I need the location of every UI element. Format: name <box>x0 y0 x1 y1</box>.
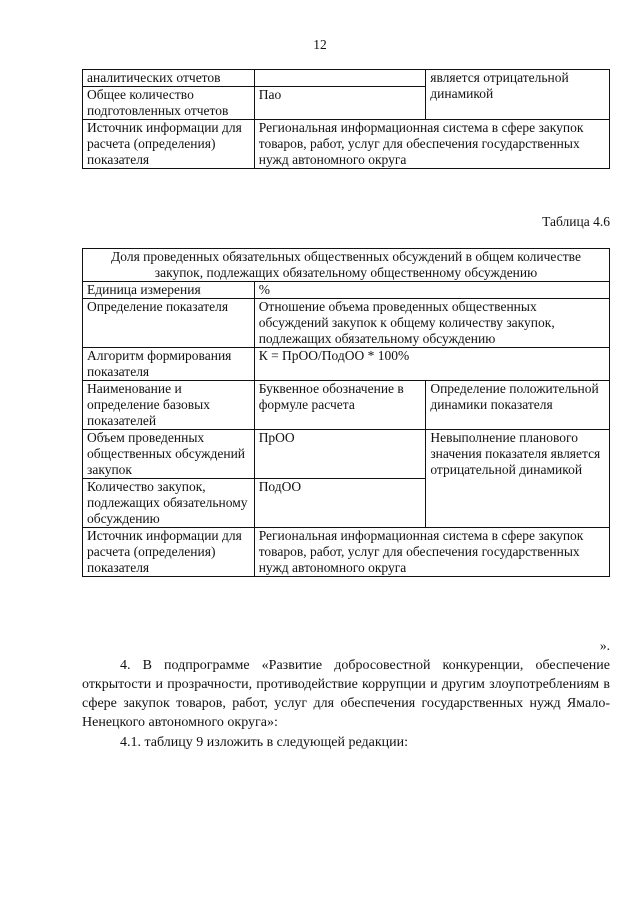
table-cell: Определение показателя <box>83 299 255 348</box>
table-cell: Региональная информационная система в сфере закупок товаров, работ, услуг для обеспечения государственных нужд автономного округа <box>254 528 609 577</box>
table-cell: Источник информации для расчета (определения) показателя <box>83 120 255 169</box>
indicator-title: Доля проведенных обязательных общественных обсуждений в общем количестве закупок, подлежащих обязательному общественному обсуждению <box>83 249 610 282</box>
table-row <box>83 299 610 348</box>
table-cell: Пао <box>254 87 426 120</box>
table-cell <box>254 70 426 87</box>
table-cell: Региональная информационная система в сфере закупок товаров, работ, услуг для обеспечения государственных нужд автономного округа <box>254 120 609 169</box>
table-cell: Единица измерения <box>83 282 255 299</box>
table-row <box>83 120 610 169</box>
table-cell: Источник информации для расчета (определения) показателя <box>83 528 255 577</box>
table-row <box>83 348 610 381</box>
table-cell: Алгоритм формирования показателя <box>83 348 255 381</box>
dynamics-cell: Невыполнение планового значения показателя является отрицательной динамикой <box>426 430 610 528</box>
table-cell: Количество закупок, подлежащих обязательному обсуждению <box>83 479 255 528</box>
indicator-table <box>82 248 610 577</box>
table-cell: Буквенное обозначение в формуле расчета <box>254 381 426 430</box>
table-row <box>83 430 610 479</box>
table-cell: ПодОО <box>254 479 426 528</box>
table-row <box>83 249 610 282</box>
paragraph-4-1: 4.1. таблицу 9 изложить в следующей редакции: <box>120 735 409 750</box>
table-cell: Определение положительной динамики показателя <box>426 381 610 430</box>
page-number: 12 <box>313 37 327 52</box>
table-cell: % <box>254 282 609 299</box>
formula-cell: К = ПрОО/ПодОО * 100% <box>254 348 609 381</box>
closing-quote: ». <box>599 638 610 653</box>
table-cell: Объем проведенных общественных обсуждений закупок <box>83 430 255 479</box>
table-caption: Таблица 4.6 <box>542 214 610 229</box>
table-cell: Отношение объема проведенных общественных обсуждений закупок к общему количеству закупок, подлежащих обязательному обсуждению <box>254 299 609 348</box>
table-row <box>83 70 610 87</box>
table-row <box>83 528 610 577</box>
table-continuation <box>82 69 610 169</box>
table-row <box>83 282 610 299</box>
table-cell: аналитических отчетов <box>83 70 255 87</box>
table-cell: ПрОО <box>254 430 426 479</box>
table-cell: Общее количество подготовленных отчетов <box>83 87 255 120</box>
paragraph-4: 4. В подпрограмме «Развитие добросовестной конкуренции, обеспечение открытости и прозрачности, противодействие коррупции и другим злоупотреблениям в сфере закупок товаров, работ, услуг для обеспечения государственных нужд Ямало-Ненецкого автономного округа»: <box>82 658 610 730</box>
table-cell: Наименование и определение базовых показателей <box>83 381 255 430</box>
dynamics-cell: является отрицательной динамикой <box>426 70 610 120</box>
table-header-row <box>83 381 610 430</box>
